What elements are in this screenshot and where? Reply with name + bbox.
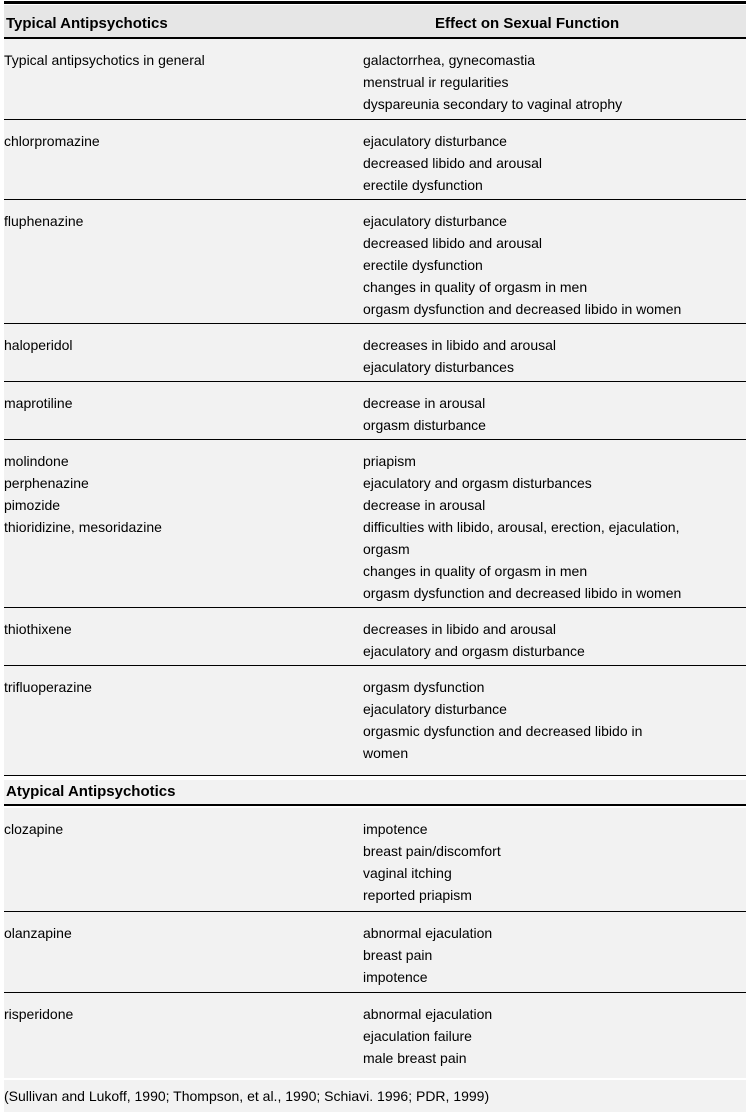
- effect-item: impotence: [363, 821, 428, 837]
- effect-item: ejaculatory and orgasm disturbances: [363, 475, 592, 491]
- effect-item: reported priapism: [363, 887, 472, 903]
- effect-item: decreased libido and arousal: [363, 155, 543, 171]
- effect-item: difficulties with libido, arousal, erection, ejaculation,: [363, 519, 680, 535]
- top-rule: [4, 1, 746, 4]
- effect-item: dyspareunia secondary to vaginal atrophy: [363, 96, 623, 112]
- effect-item: orgasm disturbance: [363, 417, 486, 433]
- effect-cell: [363, 49, 746, 115]
- table-row: [4, 993, 746, 1078]
- table-row: [4, 120, 746, 200]
- effect-item: ejaculation failure: [363, 1028, 472, 1044]
- effect-cell: [363, 618, 746, 662]
- effect-item: women: [363, 745, 409, 761]
- drug-cell: [4, 618, 72, 640]
- effect-item: changes in quality of orgasm in men: [363, 279, 588, 295]
- effect-item: decreased libido and arousal: [363, 235, 543, 251]
- effect-cell: [363, 818, 746, 906]
- table-row: [4, 808, 746, 912]
- effect-item: vaginal itching: [363, 865, 452, 881]
- drug-name: thiothixene: [4, 621, 72, 637]
- drug-name: maprotiline: [4, 395, 73, 411]
- effect-cell: [363, 210, 746, 320]
- effect-item: abnormal ejaculation: [363, 1006, 493, 1022]
- table-row: [4, 324, 746, 382]
- atypical-section-heading: [4, 780, 746, 806]
- effect-cell: [363, 392, 746, 436]
- table-row: [4, 912, 746, 993]
- effect-cell: [363, 130, 746, 196]
- effect-cell: [363, 334, 746, 378]
- drug-cell: [4, 818, 63, 840]
- effect-item: galactorrhea, gynecomastia: [363, 52, 535, 68]
- citation-text: (Sullivan and Lukoff, 1990; Thompson, et al., 1990; Schiavi. 1996; PDR, 1999): [4, 1088, 490, 1104]
- effect-item: abnormal ejaculation: [363, 925, 493, 941]
- drug-name: clozapine: [4, 821, 64, 837]
- drug-cell: [4, 392, 72, 414]
- effect-item: menstrual ir regularities: [363, 74, 509, 90]
- effect-item: impotence: [363, 969, 428, 985]
- effect-item: ejaculatory disturbance: [363, 133, 507, 149]
- effect-item: changes in quality of orgasm in men: [363, 563, 588, 579]
- effect-item: orgasm dysfunction: [363, 679, 485, 695]
- table-row: [4, 440, 746, 608]
- drug-cell: [4, 130, 100, 152]
- drug-name: fluphenazine: [4, 213, 84, 229]
- table-row: [4, 200, 746, 324]
- drug-name: risperidone: [4, 1006, 74, 1022]
- drug-name: olanzapine: [4, 925, 72, 941]
- effect-cell: [363, 676, 746, 764]
- effect-item: ejaculatory disturbance: [363, 701, 507, 717]
- effect-item: ejaculatory disturbance: [363, 213, 507, 229]
- table-row: [4, 382, 746, 440]
- table-row: [4, 666, 746, 776]
- drug-name: thioridizine, mesoridazine: [4, 519, 162, 535]
- drug-name: chlorpromazine: [4, 133, 100, 149]
- drug-cell: [4, 1003, 73, 1025]
- drug-name: pimozide: [4, 497, 61, 513]
- effect-item: breast pain: [363, 947, 433, 963]
- drug-cell: [4, 922, 72, 944]
- effect-item: orgasmic dysfunction and decreased libido in: [363, 723, 643, 739]
- effect-item: ejaculatory and orgasm disturbance: [363, 643, 585, 659]
- effect-item: decrease in arousal: [363, 395, 486, 411]
- effect-cell: [363, 1003, 746, 1069]
- header-drug-column: Typical Antipsychotics: [6, 15, 168, 32]
- effect-item: male breast pain: [363, 1050, 467, 1066]
- effect-item: orgasm dysfunction and decreased libido in women: [363, 585, 682, 601]
- header-effect-column: Effect on Sexual Function: [435, 15, 620, 32]
- effect-item: decrease in arousal: [363, 497, 486, 513]
- effect-item: orgasm dysfunction and decreased libido in women: [363, 301, 682, 317]
- drug-name: Typical antipsychotics in general: [4, 52, 205, 68]
- table-row: [4, 39, 746, 120]
- drug-cell: [4, 49, 205, 71]
- effect-item: erectile dysfunction: [363, 177, 483, 193]
- drug-name: perphenazine: [4, 475, 89, 491]
- effect-item: breast pain/discomfort: [363, 843, 501, 859]
- drug-cell: [4, 450, 162, 538]
- drug-cell: [4, 676, 92, 698]
- effect-item: decreases in libido and arousal: [363, 337, 557, 353]
- table-header: [4, 5, 746, 39]
- citation: [4, 1080, 746, 1112]
- effect-cell: [363, 450, 746, 604]
- effect-cell: [363, 922, 746, 988]
- effect-item: erectile dysfunction: [363, 257, 483, 273]
- drug-name: molindone: [4, 453, 69, 469]
- effect-item: orgasm: [363, 541, 410, 557]
- drug-name: trifluoperazine: [4, 679, 92, 695]
- effect-item: priapism: [363, 453, 416, 469]
- effect-item: ejaculatory disturbances: [363, 359, 514, 375]
- table-row: [4, 608, 746, 666]
- drug-cell: [4, 210, 83, 232]
- drug-name: haloperidol: [4, 337, 73, 353]
- drug-cell: [4, 334, 73, 356]
- atypical-section-title: Atypical Antipsychotics: [6, 783, 176, 800]
- effect-item: decreases in libido and arousal: [363, 621, 557, 637]
